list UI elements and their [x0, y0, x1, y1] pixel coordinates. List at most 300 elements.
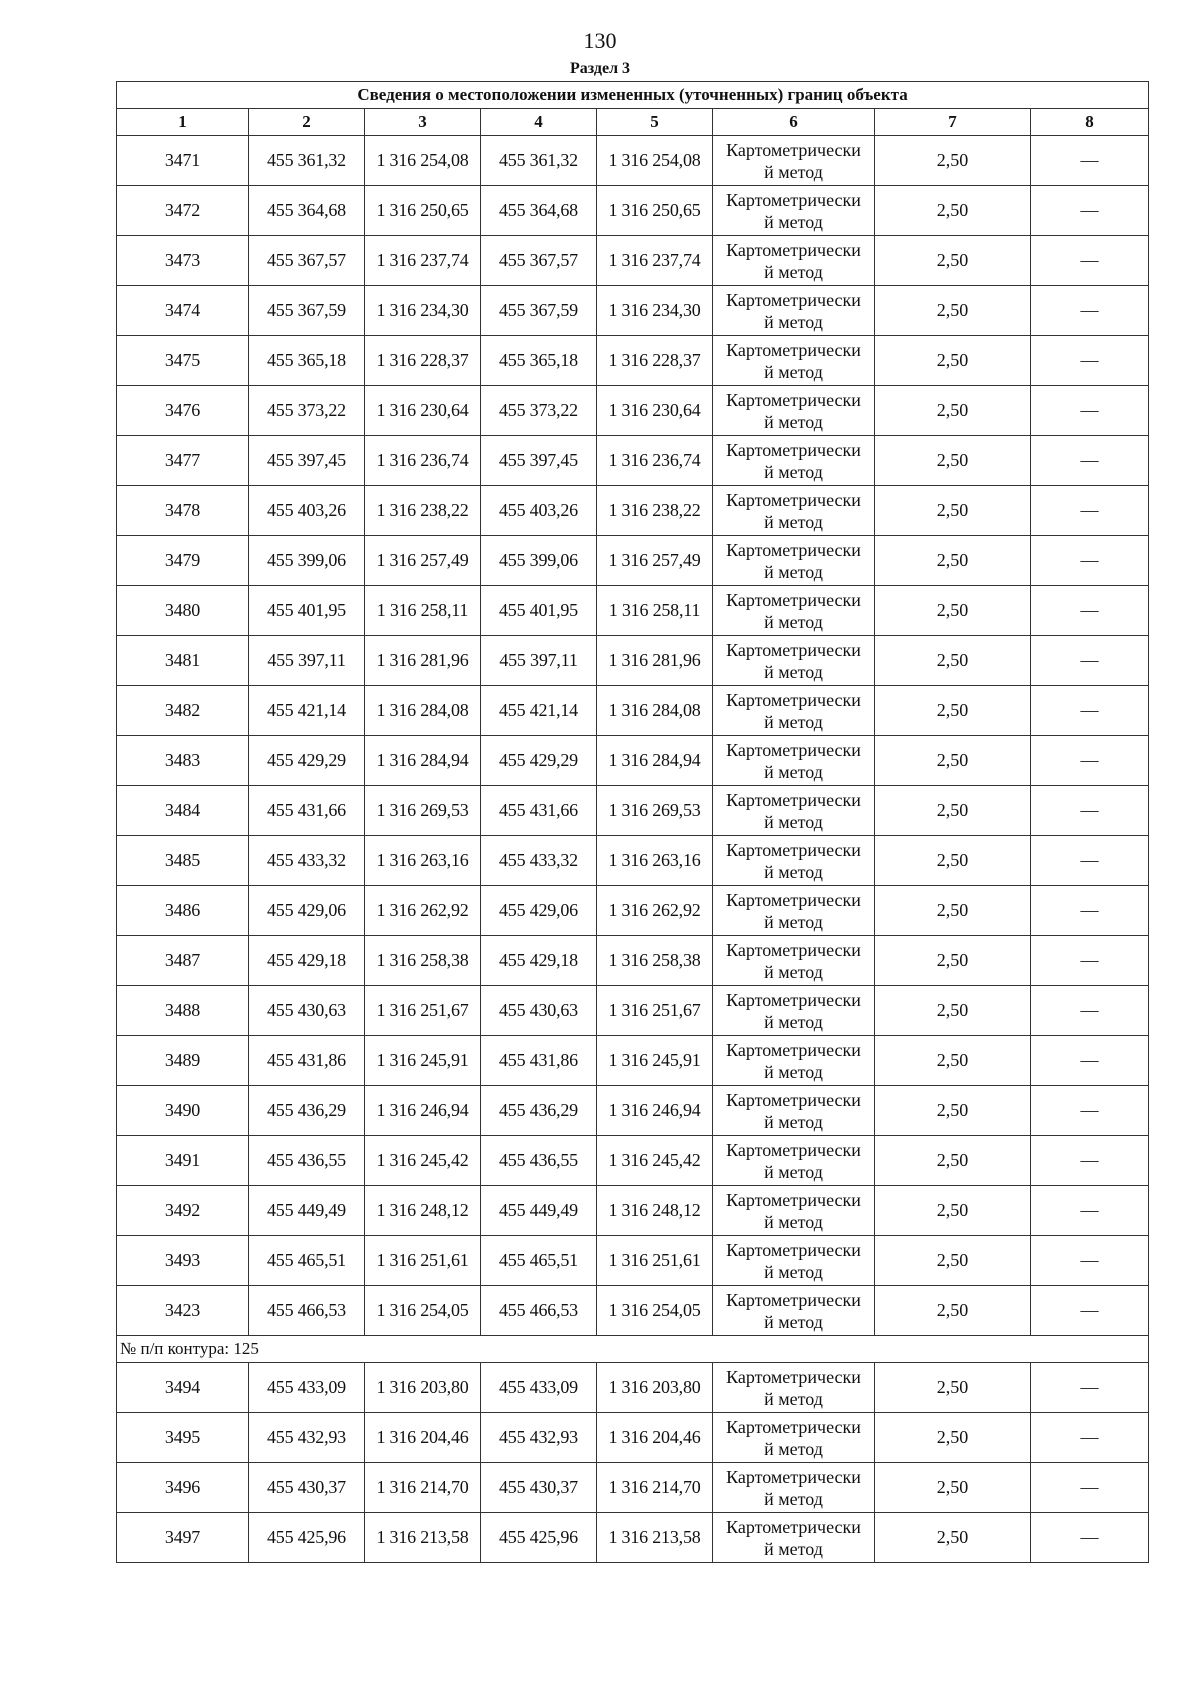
accuracy-cell: 2,50 — [875, 1513, 1031, 1563]
method-cell — [713, 1513, 875, 1563]
table-row — [117, 286, 1149, 336]
x-existing-cell: 455 432,93 — [249, 1413, 365, 1463]
y-new-cell: 1 316 269,53 — [597, 786, 713, 836]
x-new-cell: 455 403,26 — [481, 486, 597, 536]
y-existing-cell: 1 316 281,96 — [365, 636, 481, 686]
y-existing-cell: 1 316 228,37 — [365, 336, 481, 386]
y-new-cell: 1 316 245,42 — [597, 1136, 713, 1186]
method-cell — [713, 1363, 875, 1413]
x-new-cell: 455 431,86 — [481, 1036, 597, 1086]
method-text-line1: Картометрически — [726, 189, 861, 210]
accuracy-cell: 2,50 — [875, 386, 1031, 436]
point-number-cell: 3494 — [117, 1363, 249, 1413]
x-existing-cell: 455 399,06 — [249, 536, 365, 586]
method-text-line2: й метод — [764, 311, 823, 332]
accuracy-cell: 2,50 — [875, 936, 1031, 986]
column-number: 3 — [365, 109, 481, 136]
x-new-cell: 455 466,53 — [481, 1286, 597, 1336]
y-existing-cell: 1 316 258,11 — [365, 586, 481, 636]
x-existing-cell: 455 425,96 — [249, 1513, 365, 1563]
x-new-cell: 455 397,45 — [481, 436, 597, 486]
description-cell: — — [1031, 936, 1149, 986]
y-existing-cell: 1 316 203,80 — [365, 1363, 481, 1413]
contour-label: № п/п контура: 125 — [117, 1336, 1149, 1363]
method-cell — [713, 886, 875, 936]
y-new-cell: 1 316 236,74 — [597, 436, 713, 486]
y-existing-cell: 1 316 238,22 — [365, 486, 481, 536]
method-cell — [713, 486, 875, 536]
point-number-cell: 3495 — [117, 1413, 249, 1463]
method-text-line1: Картометрически — [726, 789, 861, 810]
y-existing-cell: 1 316 284,08 — [365, 686, 481, 736]
y-existing-cell: 1 316 245,91 — [365, 1036, 481, 1086]
point-number-cell: 3423 — [117, 1286, 249, 1336]
x-existing-cell: 455 436,55 — [249, 1136, 365, 1186]
method-cell — [713, 836, 875, 886]
method-text-line1: Картометрически — [726, 339, 861, 360]
description-cell: — — [1031, 986, 1149, 1036]
description-cell: — — [1031, 286, 1149, 336]
method-text-line1: Картометрически — [726, 1516, 861, 1537]
method-text-line2: й метод — [764, 1538, 823, 1559]
point-number-cell: 3487 — [117, 936, 249, 986]
point-number-cell: 3496 — [117, 1463, 249, 1513]
method-text-line2: й метод — [764, 1161, 823, 1182]
y-existing-cell: 1 316 230,64 — [365, 386, 481, 436]
method-text-line1: Картометрически — [726, 389, 861, 410]
method-text-line1: Картометрически — [726, 489, 861, 510]
description-cell: — — [1031, 1513, 1149, 1563]
method-cell — [713, 536, 875, 586]
point-number-cell: 3486 — [117, 886, 249, 936]
table-row — [117, 436, 1149, 486]
x-existing-cell: 455 401,95 — [249, 586, 365, 636]
method-cell — [713, 636, 875, 686]
description-cell: — — [1031, 1236, 1149, 1286]
y-new-cell: 1 316 258,38 — [597, 936, 713, 986]
method-text-line2: й метод — [764, 861, 823, 882]
table-row — [117, 1286, 1149, 1336]
method-cell — [713, 736, 875, 786]
method-text-line1: Картометрически — [726, 939, 861, 960]
description-cell: — — [1031, 536, 1149, 586]
point-number-cell: 3474 — [117, 286, 249, 336]
description-cell: — — [1031, 1286, 1149, 1336]
x-existing-cell: 455 429,18 — [249, 936, 365, 986]
table-row — [117, 936, 1149, 986]
accuracy-cell: 2,50 — [875, 236, 1031, 286]
method-cell — [713, 336, 875, 386]
x-new-cell: 455 399,06 — [481, 536, 597, 586]
table-row — [117, 1086, 1149, 1136]
x-existing-cell: 455 367,59 — [249, 286, 365, 336]
table-row — [117, 1513, 1149, 1563]
table-row — [117, 1363, 1149, 1413]
accuracy-cell: 2,50 — [875, 336, 1031, 386]
y-new-cell: 1 316 254,08 — [597, 136, 713, 186]
x-existing-cell: 455 433,09 — [249, 1363, 365, 1413]
description-cell: — — [1031, 1463, 1149, 1513]
method-text-line2: й метод — [764, 1011, 823, 1032]
x-existing-cell: 455 403,26 — [249, 486, 365, 536]
method-text-line2: й метод — [764, 561, 823, 582]
y-new-cell: 1 316 228,37 — [597, 336, 713, 386]
y-new-cell: 1 316 284,94 — [597, 736, 713, 786]
column-number: 4 — [481, 109, 597, 136]
table-caption: Сведения о местоположении измененных (уточненных) границ объекта — [117, 82, 1149, 109]
x-new-cell: 455 373,22 — [481, 386, 597, 436]
table-row — [117, 486, 1149, 536]
table-row — [117, 236, 1149, 286]
table-row — [117, 686, 1149, 736]
y-new-cell: 1 316 203,80 — [597, 1363, 713, 1413]
table-row — [117, 536, 1149, 586]
y-new-cell: 1 316 245,91 — [597, 1036, 713, 1086]
method-text-line2: й метод — [764, 161, 823, 182]
method-text-line2: й метод — [764, 1388, 823, 1409]
x-new-cell: 455 436,29 — [481, 1086, 597, 1136]
x-existing-cell: 455 421,14 — [249, 686, 365, 736]
y-new-cell: 1 316 237,74 — [597, 236, 713, 286]
table-row — [117, 1463, 1149, 1513]
method-cell — [713, 1086, 875, 1136]
method-text-line2: й метод — [764, 1111, 823, 1132]
y-new-cell: 1 316 254,05 — [597, 1286, 713, 1336]
y-existing-cell: 1 316 251,61 — [365, 1236, 481, 1286]
x-new-cell: 455 421,14 — [481, 686, 597, 736]
accuracy-cell: 2,50 — [875, 1136, 1031, 1186]
column-number-row — [117, 109, 1149, 136]
boundary-coordinates-table — [116, 81, 1149, 1563]
description-cell: — — [1031, 486, 1149, 536]
point-number-cell: 3482 — [117, 686, 249, 736]
method-text-line1: Картометрически — [726, 1466, 861, 1487]
x-new-cell: 455 429,29 — [481, 736, 597, 786]
y-existing-cell: 1 316 250,65 — [365, 186, 481, 236]
x-existing-cell: 455 430,63 — [249, 986, 365, 1036]
method-text-line2: й метод — [764, 961, 823, 982]
point-number-cell: 3480 — [117, 586, 249, 636]
y-existing-cell: 1 316 269,53 — [365, 786, 481, 836]
method-text-line2: й метод — [764, 1061, 823, 1082]
point-number-cell: 3476 — [117, 386, 249, 436]
x-new-cell: 455 436,55 — [481, 1136, 597, 1186]
method-text-line1: Картометрически — [726, 539, 861, 560]
column-number: 7 — [875, 109, 1031, 136]
y-new-cell: 1 316 248,12 — [597, 1186, 713, 1236]
y-existing-cell: 1 316 246,94 — [365, 1086, 481, 1136]
y-existing-cell: 1 316 213,58 — [365, 1513, 481, 1563]
method-cell — [713, 586, 875, 636]
method-text-line2: й метод — [764, 1261, 823, 1282]
y-existing-cell: 1 316 204,46 — [365, 1413, 481, 1463]
accuracy-cell: 2,50 — [875, 136, 1031, 186]
y-existing-cell: 1 316 254,05 — [365, 1286, 481, 1336]
table-row — [117, 1413, 1149, 1463]
x-existing-cell: 455 430,37 — [249, 1463, 365, 1513]
x-existing-cell: 455 449,49 — [249, 1186, 365, 1236]
column-number: 6 — [713, 109, 875, 136]
x-new-cell: 455 429,18 — [481, 936, 597, 986]
description-cell: — — [1031, 886, 1149, 936]
accuracy-cell: 2,50 — [875, 786, 1031, 836]
y-existing-cell: 1 316 262,92 — [365, 886, 481, 936]
method-text-line1: Картометрически — [726, 839, 861, 860]
column-number: 5 — [597, 109, 713, 136]
point-number-cell: 3481 — [117, 636, 249, 686]
x-new-cell: 455 401,95 — [481, 586, 597, 636]
description-cell: — — [1031, 336, 1149, 386]
method-cell — [713, 286, 875, 336]
y-new-cell: 1 316 251,67 — [597, 986, 713, 1036]
y-existing-cell: 1 316 234,30 — [365, 286, 481, 336]
x-existing-cell: 455 431,86 — [249, 1036, 365, 1086]
method-text-line1: Картометрически — [726, 439, 861, 460]
method-text-line1: Картометрически — [726, 589, 861, 610]
method-text-line2: й метод — [764, 1211, 823, 1232]
table-row — [117, 1036, 1149, 1086]
method-text-line1: Картометрически — [726, 639, 861, 660]
method-cell — [713, 1286, 875, 1336]
method-text-line2: й метод — [764, 261, 823, 282]
section-title: Раздел 3 — [569, 60, 631, 77]
table-row — [117, 736, 1149, 786]
method-text-line2: й метод — [764, 211, 823, 232]
accuracy-cell: 2,50 — [875, 1086, 1031, 1136]
x-new-cell: 455 429,06 — [481, 886, 597, 936]
method-cell — [713, 1036, 875, 1086]
table-caption-row — [117, 82, 1149, 109]
x-new-cell: 455 365,18 — [481, 336, 597, 386]
method-text-line2: й метод — [764, 361, 823, 382]
y-existing-cell: 1 316 254,08 — [365, 136, 481, 186]
table-row — [117, 1186, 1149, 1236]
y-new-cell: 1 316 230,64 — [597, 386, 713, 436]
method-cell — [713, 1413, 875, 1463]
y-new-cell: 1 316 251,61 — [597, 1236, 713, 1286]
y-new-cell: 1 316 250,65 — [597, 186, 713, 236]
contour-row — [117, 1336, 1149, 1363]
x-new-cell: 455 361,32 — [481, 136, 597, 186]
table-row — [117, 986, 1149, 1036]
accuracy-cell: 2,50 — [875, 986, 1031, 1036]
x-existing-cell: 455 367,57 — [249, 236, 365, 286]
table-row — [117, 886, 1149, 936]
x-new-cell: 455 425,96 — [481, 1513, 597, 1563]
method-text-line1: Картометрически — [726, 139, 861, 160]
point-number-cell: 3489 — [117, 1036, 249, 1086]
description-cell: — — [1031, 1186, 1149, 1236]
method-text-line1: Картометрически — [726, 1416, 861, 1437]
table-row — [117, 586, 1149, 636]
table-row — [117, 336, 1149, 386]
method-cell — [713, 986, 875, 1036]
y-new-cell: 1 316 213,58 — [597, 1513, 713, 1563]
method-cell — [713, 436, 875, 486]
method-text-line1: Картометрически — [726, 739, 861, 760]
y-new-cell: 1 316 204,46 — [597, 1413, 713, 1463]
table-row — [117, 1136, 1149, 1186]
accuracy-cell: 2,50 — [875, 1236, 1031, 1286]
description-cell: — — [1031, 1136, 1149, 1186]
method-text-line2: й метод — [764, 911, 823, 932]
accuracy-cell: 2,50 — [875, 286, 1031, 336]
method-cell — [713, 1136, 875, 1186]
x-existing-cell: 455 373,22 — [249, 386, 365, 436]
description-cell: — — [1031, 1363, 1149, 1413]
description-cell: — — [1031, 1413, 1149, 1463]
method-text-line1: Картометрически — [726, 1366, 861, 1387]
y-new-cell: 1 316 281,96 — [597, 636, 713, 686]
accuracy-cell: 2,50 — [875, 1363, 1031, 1413]
method-text-line2: й метод — [764, 461, 823, 482]
x-new-cell: 455 397,11 — [481, 636, 597, 686]
point-number-cell: 3473 — [117, 236, 249, 286]
y-new-cell: 1 316 257,49 — [597, 536, 713, 586]
accuracy-cell: 2,50 — [875, 1036, 1031, 1086]
method-cell — [713, 386, 875, 436]
accuracy-cell: 2,50 — [875, 636, 1031, 686]
accuracy-cell: 2,50 — [875, 886, 1031, 936]
y-existing-cell: 1 316 257,49 — [365, 536, 481, 586]
description-cell: — — [1031, 1086, 1149, 1136]
x-existing-cell: 455 465,51 — [249, 1236, 365, 1286]
table-row — [117, 186, 1149, 236]
x-existing-cell: 455 466,53 — [249, 1286, 365, 1336]
x-existing-cell: 455 365,18 — [249, 336, 365, 386]
method-text-line1: Картометрически — [726, 1039, 861, 1060]
y-new-cell: 1 316 263,16 — [597, 836, 713, 886]
x-new-cell: 455 367,57 — [481, 236, 597, 286]
accuracy-cell: 2,50 — [875, 736, 1031, 786]
point-number-cell: 3491 — [117, 1136, 249, 1186]
method-cell — [713, 236, 875, 286]
accuracy-cell: 2,50 — [875, 1413, 1031, 1463]
x-new-cell: 455 465,51 — [481, 1236, 597, 1286]
method-text-line1: Картометрически — [726, 1139, 861, 1160]
accuracy-cell: 2,50 — [875, 686, 1031, 736]
x-new-cell: 455 431,66 — [481, 786, 597, 836]
description-cell: — — [1031, 186, 1149, 236]
y-new-cell: 1 316 262,92 — [597, 886, 713, 936]
description-cell: — — [1031, 136, 1149, 186]
x-existing-cell: 455 433,32 — [249, 836, 365, 886]
method-cell — [713, 1463, 875, 1513]
point-number-cell: 3477 — [117, 436, 249, 486]
x-new-cell: 455 430,63 — [481, 986, 597, 1036]
method-text-line1: Картометрически — [726, 239, 861, 260]
column-number: 2 — [249, 109, 365, 136]
y-new-cell: 1 316 214,70 — [597, 1463, 713, 1513]
method-text-line1: Картометрически — [726, 689, 861, 710]
method-cell — [713, 1186, 875, 1236]
accuracy-cell: 2,50 — [875, 186, 1031, 236]
y-new-cell: 1 316 246,94 — [597, 1086, 713, 1136]
x-new-cell: 455 367,59 — [481, 286, 597, 336]
table-row — [117, 386, 1149, 436]
x-existing-cell: 455 364,68 — [249, 186, 365, 236]
y-existing-cell: 1 316 248,12 — [365, 1186, 481, 1236]
x-existing-cell: 455 361,32 — [249, 136, 365, 186]
method-text-line2: й метод — [764, 661, 823, 682]
method-cell — [713, 936, 875, 986]
method-text-line1: Картометрически — [726, 1289, 861, 1310]
method-text-line2: й метод — [764, 611, 823, 632]
method-text-line2: й метод — [764, 1311, 823, 1332]
point-number-cell: 3484 — [117, 786, 249, 836]
method-cell — [713, 686, 875, 736]
method-cell — [713, 136, 875, 186]
point-number-cell: 3475 — [117, 336, 249, 386]
description-cell: — — [1031, 686, 1149, 736]
description-cell: — — [1031, 786, 1149, 836]
description-cell: — — [1031, 436, 1149, 486]
accuracy-cell: 2,50 — [875, 1286, 1031, 1336]
method-text-line2: й метод — [764, 761, 823, 782]
x-new-cell: 455 449,49 — [481, 1186, 597, 1236]
x-existing-cell: 455 429,06 — [249, 886, 365, 936]
x-new-cell: 455 364,68 — [481, 186, 597, 236]
table-row — [117, 636, 1149, 686]
method-text-line2: й метод — [764, 411, 823, 432]
y-new-cell: 1 316 234,30 — [597, 286, 713, 336]
method-text-line2: й метод — [764, 1488, 823, 1509]
description-cell: — — [1031, 836, 1149, 886]
y-existing-cell: 1 316 245,42 — [365, 1136, 481, 1186]
description-cell: — — [1031, 586, 1149, 636]
method-cell — [713, 1236, 875, 1286]
method-text-line2: й метод — [764, 511, 823, 532]
table-row — [117, 836, 1149, 886]
point-number-cell: 3472 — [117, 186, 249, 236]
accuracy-cell: 2,50 — [875, 486, 1031, 536]
x-new-cell: 455 433,09 — [481, 1363, 597, 1413]
y-existing-cell: 1 316 236,74 — [365, 436, 481, 486]
x-existing-cell: 455 397,45 — [249, 436, 365, 486]
x-existing-cell: 455 397,11 — [249, 636, 365, 686]
accuracy-cell: 2,50 — [875, 1186, 1031, 1236]
description-cell: — — [1031, 236, 1149, 286]
method-text-line2: й метод — [764, 711, 823, 732]
x-new-cell: 455 430,37 — [481, 1463, 597, 1513]
y-new-cell: 1 316 238,22 — [597, 486, 713, 536]
x-existing-cell: 455 431,66 — [249, 786, 365, 836]
point-number-cell: 3488 — [117, 986, 249, 1036]
x-new-cell: 455 432,93 — [481, 1413, 597, 1463]
column-number: 8 — [1031, 109, 1149, 136]
method-text-line1: Картометрически — [726, 989, 861, 1010]
method-text-line2: й метод — [764, 811, 823, 832]
description-cell: — — [1031, 636, 1149, 686]
table-row — [117, 136, 1149, 186]
y-new-cell: 1 316 258,11 — [597, 586, 713, 636]
point-number-cell: 3478 — [117, 486, 249, 536]
point-number-cell: 3492 — [117, 1186, 249, 1236]
y-existing-cell: 1 316 214,70 — [365, 1463, 481, 1513]
method-cell — [713, 786, 875, 836]
y-existing-cell: 1 316 263,16 — [365, 836, 481, 886]
point-number-cell: 3490 — [117, 1086, 249, 1136]
description-cell: — — [1031, 1036, 1149, 1086]
x-new-cell: 455 433,32 — [481, 836, 597, 886]
table-row — [117, 1236, 1149, 1286]
x-existing-cell: 455 436,29 — [249, 1086, 365, 1136]
accuracy-cell: 2,50 — [875, 536, 1031, 586]
description-cell: — — [1031, 386, 1149, 436]
method-text-line2: й метод — [764, 1438, 823, 1459]
y-new-cell: 1 316 284,08 — [597, 686, 713, 736]
method-text-line1: Картометрически — [726, 1239, 861, 1260]
